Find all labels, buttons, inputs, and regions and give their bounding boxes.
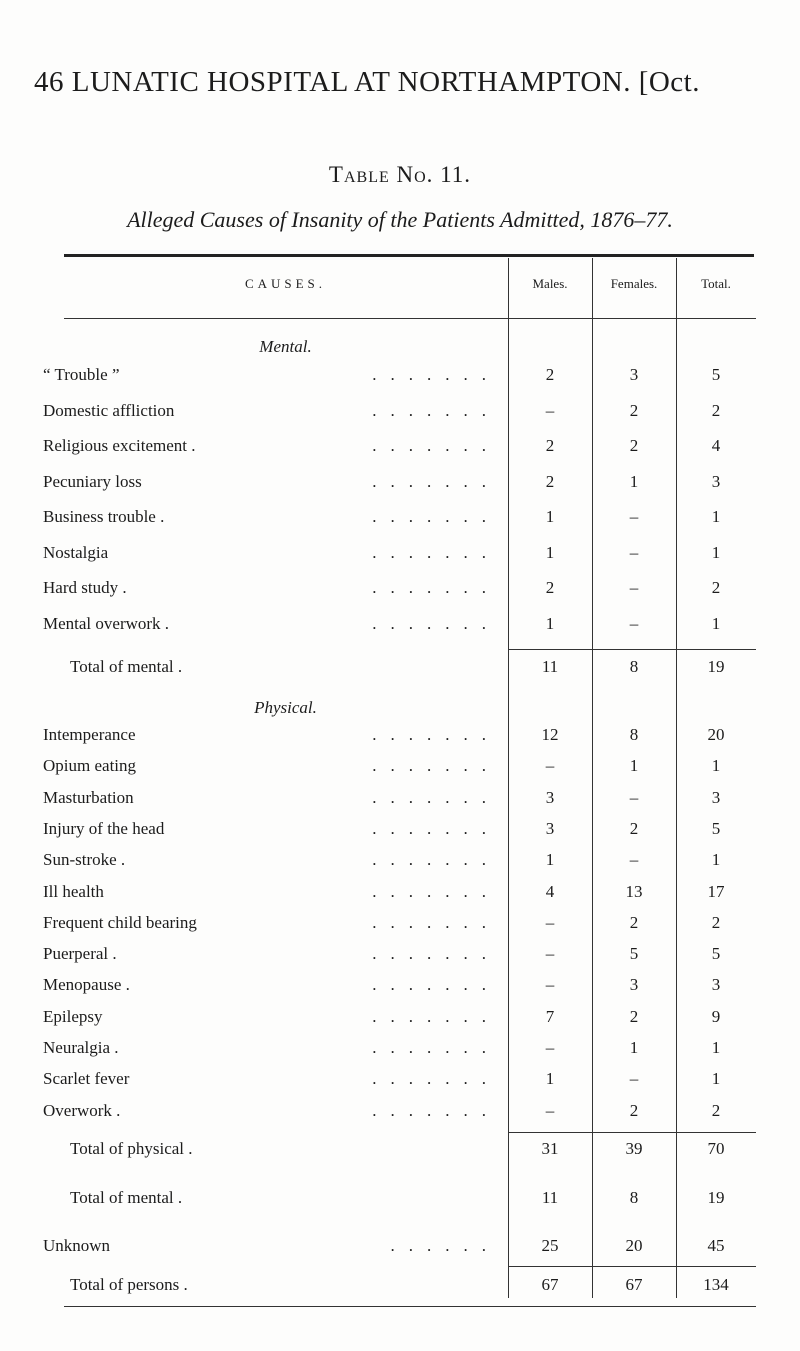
unknown-row (0, 1236, 800, 1260)
total-of-physical-row (0, 1139, 800, 1163)
total-value: 1 (711, 542, 721, 562)
leader-dots: ....... (372, 542, 500, 562)
leader-dots: ....... (372, 365, 500, 384)
total-value: 134 (703, 1275, 729, 1294)
table-row (0, 1101, 800, 1125)
males-value: 31 (541, 1139, 559, 1158)
page-header: 46 LUNATIC HOSPITAL AT NORTHAMPTON. [Oct. (34, 66, 700, 98)
top-rule (64, 254, 754, 257)
leader-dots: ....... (372, 578, 500, 597)
leader-dots: ....... (372, 436, 500, 455)
males-value: – (545, 1038, 555, 1057)
males-value: – (545, 912, 555, 932)
table-row (0, 436, 800, 460)
females-value: 2 (629, 1100, 639, 1120)
row-label: Domestic affliction (43, 400, 175, 420)
males-value: 7 (545, 1006, 555, 1026)
males-value: 2 (545, 365, 555, 384)
total-value: 1 (711, 756, 721, 776)
females-value: 1 (629, 756, 639, 776)
males-value: 3 (545, 818, 555, 838)
females-value: – (629, 850, 639, 870)
bottom-rule (64, 1306, 756, 1307)
males-value: – (545, 400, 555, 420)
total-of-mental-repeat-row (0, 1188, 800, 1212)
total-value: 70 (707, 1139, 725, 1158)
total-value: 17 (707, 881, 725, 901)
leader-dots: ....... (372, 725, 500, 744)
table-subtitle: Alleged Causes of Insanity of the Patients Admitted, 1876–77. (127, 207, 673, 232)
males-value: 67 (541, 1275, 559, 1294)
total-value: 2 (711, 1100, 721, 1120)
total-value: 5 (711, 365, 721, 384)
leader-dots: ....... (372, 850, 500, 870)
total-value: 4 (711, 436, 721, 455)
leader-dots: ....... (372, 944, 500, 964)
row-label: Mental overwork . (43, 613, 170, 633)
females-value: 2 (629, 818, 639, 838)
row-label: “ Trouble ” (43, 365, 120, 384)
females-value: 8 (629, 1188, 639, 1207)
leader-dots: ....... (372, 471, 500, 491)
table-row (0, 472, 800, 496)
causes-column-header: CAUSES. (244, 276, 327, 291)
females-value: 2 (629, 912, 639, 932)
table-row (0, 756, 800, 780)
row-label: Business trouble . (43, 507, 165, 526)
row-label: Epilepsy (43, 1006, 103, 1026)
females-value: 2 (629, 436, 639, 455)
row-label: Overwork . (43, 1100, 121, 1120)
table-row (0, 1038, 800, 1062)
females-value: 67 (625, 1275, 643, 1294)
grand-total-rule (508, 1266, 756, 1267)
row-label: Total of physical . (70, 1139, 193, 1158)
males-value: – (545, 975, 555, 995)
males-value: 1 (545, 507, 555, 526)
leader-dots: ....... (372, 400, 500, 420)
row-label: Sun-stroke . (43, 850, 126, 870)
females-value: – (629, 507, 639, 526)
table-row (0, 1069, 800, 1093)
row-label: Injury of the head (43, 818, 165, 838)
total-value: 5 (711, 944, 721, 964)
table-row (0, 913, 800, 937)
table-row (0, 401, 800, 425)
row-label: Menopause . (43, 975, 130, 995)
table-row (0, 944, 800, 968)
females-value: 1 (629, 1038, 639, 1057)
males-value: 3 (545, 787, 555, 807)
males-column-header: Males. (532, 276, 568, 291)
mental-subtotal-rule (508, 649, 756, 650)
total-value: 3 (711, 787, 721, 807)
row-label: Total of mental . (70, 657, 183, 676)
total-value: 20 (707, 725, 725, 744)
leader-dots: ....... (372, 912, 500, 932)
total-value: 3 (711, 471, 721, 491)
total-value: 2 (711, 912, 721, 932)
leader-dots: ....... (372, 756, 500, 776)
table-row (0, 614, 800, 638)
table-row (0, 975, 800, 999)
total-value: 5 (711, 818, 721, 838)
leader-dots: ....... (372, 1069, 500, 1089)
males-value: – (545, 944, 555, 964)
females-value: 1 (629, 471, 639, 491)
females-column-header: Females. (610, 276, 658, 291)
total-value: 9 (711, 1006, 721, 1026)
row-label: Intemperance (43, 725, 136, 744)
total-value: 2 (711, 400, 721, 420)
males-value: 2 (545, 471, 555, 491)
table-row (0, 788, 800, 812)
males-value: 2 (545, 436, 555, 455)
table-row (0, 850, 800, 874)
females-value: – (629, 787, 639, 807)
table-row (0, 725, 800, 749)
row-label: Hard study . (43, 578, 127, 597)
row-label: Total of persons . (70, 1275, 188, 1294)
row-label: Pecuniary loss (43, 471, 142, 491)
males-value: – (545, 1100, 555, 1120)
males-value: 1 (545, 850, 555, 870)
header-rule (64, 318, 756, 319)
total-value: 19 (707, 1188, 725, 1207)
leader-dots: ....... (372, 881, 500, 901)
females-value: – (629, 542, 639, 562)
row-label: Frequent child bearing (43, 912, 197, 932)
males-value: 1 (545, 613, 555, 633)
leader-dots: ....... (372, 1006, 500, 1026)
row-label: Scarlet fever (43, 1069, 130, 1089)
physical-subtotal-rule (508, 1132, 756, 1133)
leader-dots: ....... (372, 1038, 500, 1057)
total-value: 19 (707, 657, 725, 676)
table-row (0, 819, 800, 843)
females-value: – (629, 578, 639, 597)
females-value: 2 (629, 1006, 639, 1026)
row-label: Religious excitement . (43, 436, 196, 455)
row-label: Unknown (43, 1236, 111, 1255)
table-row (0, 365, 800, 389)
row-label: Neuralgia . (43, 1038, 119, 1057)
total-value: 1 (711, 850, 721, 870)
males-value: 2 (545, 578, 555, 597)
total-of-persons-row (0, 1275, 800, 1299)
males-value: 4 (545, 881, 555, 901)
total-of-mental-row (0, 657, 800, 681)
total-value: 1 (711, 1069, 721, 1089)
total-column-header: Total. (701, 276, 731, 291)
leader-dots: ....... (372, 1100, 500, 1120)
table-title: Table No. 11. (328, 162, 472, 187)
row-label: Masturbation (43, 787, 134, 807)
table-row (0, 543, 800, 567)
table-row (0, 1007, 800, 1031)
row-label: Ill health (43, 881, 104, 901)
leader-dots: ....... (372, 818, 500, 838)
leader-dots: ....... (372, 613, 500, 633)
females-value: 13 (625, 881, 643, 901)
total-value: 2 (711, 578, 721, 597)
females-value: 39 (625, 1139, 643, 1158)
leader-dots: ....... (372, 507, 500, 526)
total-value: 3 (711, 975, 721, 995)
males-value: 1 (545, 1069, 555, 1089)
table-row (0, 578, 800, 602)
leader-dots: ....... (372, 975, 500, 995)
females-value: 2 (629, 400, 639, 420)
females-value: 3 (629, 975, 639, 995)
males-value: – (545, 756, 555, 776)
females-value: 3 (629, 365, 639, 384)
total-value: 1 (711, 1038, 721, 1057)
females-value: 8 (629, 725, 639, 744)
males-value: 11 (541, 1188, 559, 1207)
leader-dots: ....... (372, 787, 500, 807)
table-row (0, 507, 800, 531)
section-heading-mental: Mental. (259, 337, 312, 356)
females-value: 20 (625, 1236, 643, 1255)
total-value: 45 (707, 1236, 725, 1255)
females-value: 8 (629, 657, 639, 676)
total-value: 1 (711, 613, 721, 633)
table-row (0, 882, 800, 906)
row-label: Opium eating (43, 756, 137, 776)
section-heading-physical: Physical. (254, 698, 317, 717)
males-value: 11 (541, 657, 559, 676)
row-label: Nostalgia (43, 542, 109, 562)
total-value: 1 (711, 507, 721, 526)
leader-dots: ...... (390, 1236, 500, 1255)
males-value: 25 (541, 1236, 559, 1255)
row-label: Total of mental . (70, 1188, 183, 1207)
males-value: 12 (541, 725, 559, 744)
females-value: 5 (629, 944, 639, 964)
females-value: – (629, 1069, 639, 1089)
females-value: – (629, 613, 639, 633)
row-label: Puerperal . (43, 944, 117, 964)
males-value: 1 (545, 542, 555, 562)
